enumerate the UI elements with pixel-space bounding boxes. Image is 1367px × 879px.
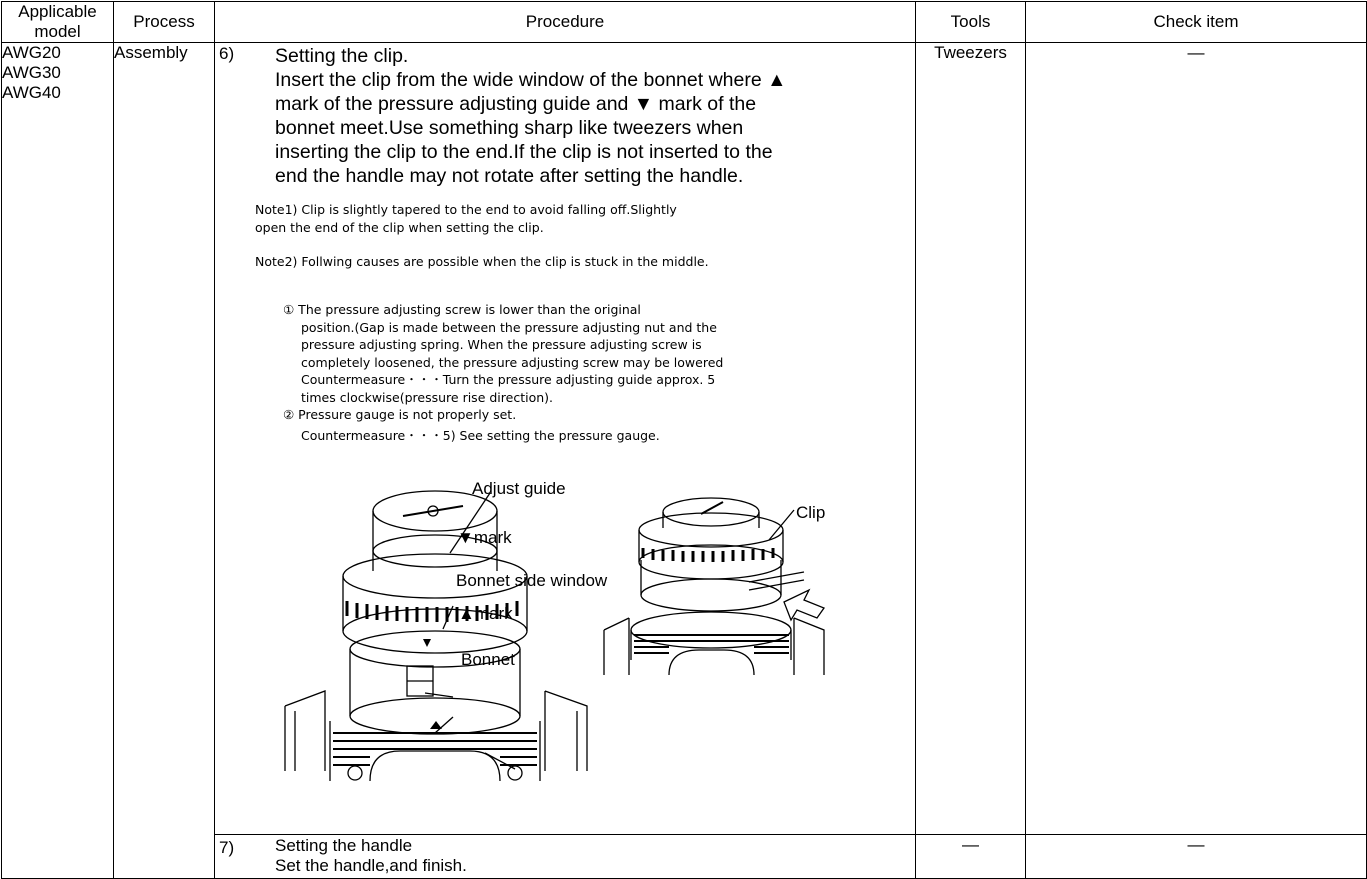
step7-number: 7) <box>219 838 235 857</box>
header-procedure: Procedure <box>215 2 916 43</box>
step6-check-item-cell: — <box>1026 43 1367 835</box>
label-clip: Clip <box>796 503 826 522</box>
step6-number: 6) <box>219 44 235 63</box>
label-bonnet-side-window: Bonnet side window <box>456 571 608 590</box>
label-down-mark: ▼mark <box>457 528 512 547</box>
header-applicable-model: Applicable model <box>2 2 114 43</box>
note1-line: Note1) Clip is slightly tapered to the end to avoid falling off.Slightly <box>255 202 677 217</box>
step6-line: Insert the clip from the wide window of the bonnet where ▲ <box>275 69 787 91</box>
label-up-mark: ▲mark <box>458 604 513 623</box>
step6-line: end the handle may not rotate after setting the handle. <box>275 165 744 187</box>
cause1-line: position.(Gap is made between the pressure adjusting nut and the <box>301 319 717 335</box>
header-process: Process <box>114 2 215 43</box>
step6-line: mark of the pressure adjusting guide and ▼ mark of the <box>275 93 757 115</box>
step6-tools-cell: Tweezers <box>916 43 1026 835</box>
model-name: AWG20 <box>2 43 61 62</box>
step6-title: Setting the clip. <box>275 45 409 67</box>
cause1-line: ① The pressure adjusting screw is lower than the original <box>283 302 641 317</box>
step7-line: Setting the handle <box>275 836 413 855</box>
step6-row <box>2 43 1367 835</box>
cause1-line: pressure adjusting spring. When the pressure adjusting screw is <box>301 337 702 352</box>
cause1-line: times clockwise(pressure rise direction). <box>301 389 553 405</box>
clip-insertion-drawing <box>599 490 829 675</box>
step7-line: Set the handle,and finish. <box>275 856 467 875</box>
note2: Note2) Follwing causes are possible when the clip is stuck in the middle. <box>255 254 709 269</box>
header-tools: Tools <box>916 2 1026 43</box>
step7-tools-cell: — <box>916 835 1026 879</box>
procedure-table <box>1 1 1367 879</box>
header-check-item: Check item <box>1026 2 1367 43</box>
label-adjust-guide: Adjust guide <box>472 479 566 498</box>
cause2-line: Countermeasure・・・5) See setting the pressure gauge. <box>301 428 660 443</box>
step6-line: inserting the clip to the end.If the clip is not inserted to the <box>275 141 773 163</box>
regulator-bonnet-drawing <box>275 471 595 801</box>
model-name: AWG40 <box>2 83 61 102</box>
note1-line: open the end of the clip when setting the clip. <box>255 220 544 235</box>
model-name: AWG30 <box>2 63 61 82</box>
cause1-line: Countermeasure・・・Turn the pressure adjusting guide approx. 5 <box>301 372 716 387</box>
step6-procedure-cell <box>215 43 916 835</box>
cause1-line: completely loosened, the pressure adjusting screw may be lowered <box>301 354 724 370</box>
step7-check-item-cell: — <box>1026 835 1367 879</box>
cause2-line: ② Pressure gauge is not properly set. <box>283 407 517 422</box>
applicable-model-cell <box>2 43 114 879</box>
header-row <box>2 2 1367 43</box>
step6-line: bonnet meet.Use something sharp like tweezers when <box>275 117 744 139</box>
process-cell: Assembly <box>114 43 215 879</box>
label-bonnet: Bonnet <box>461 650 515 669</box>
step7-procedure-cell <box>215 835 916 879</box>
